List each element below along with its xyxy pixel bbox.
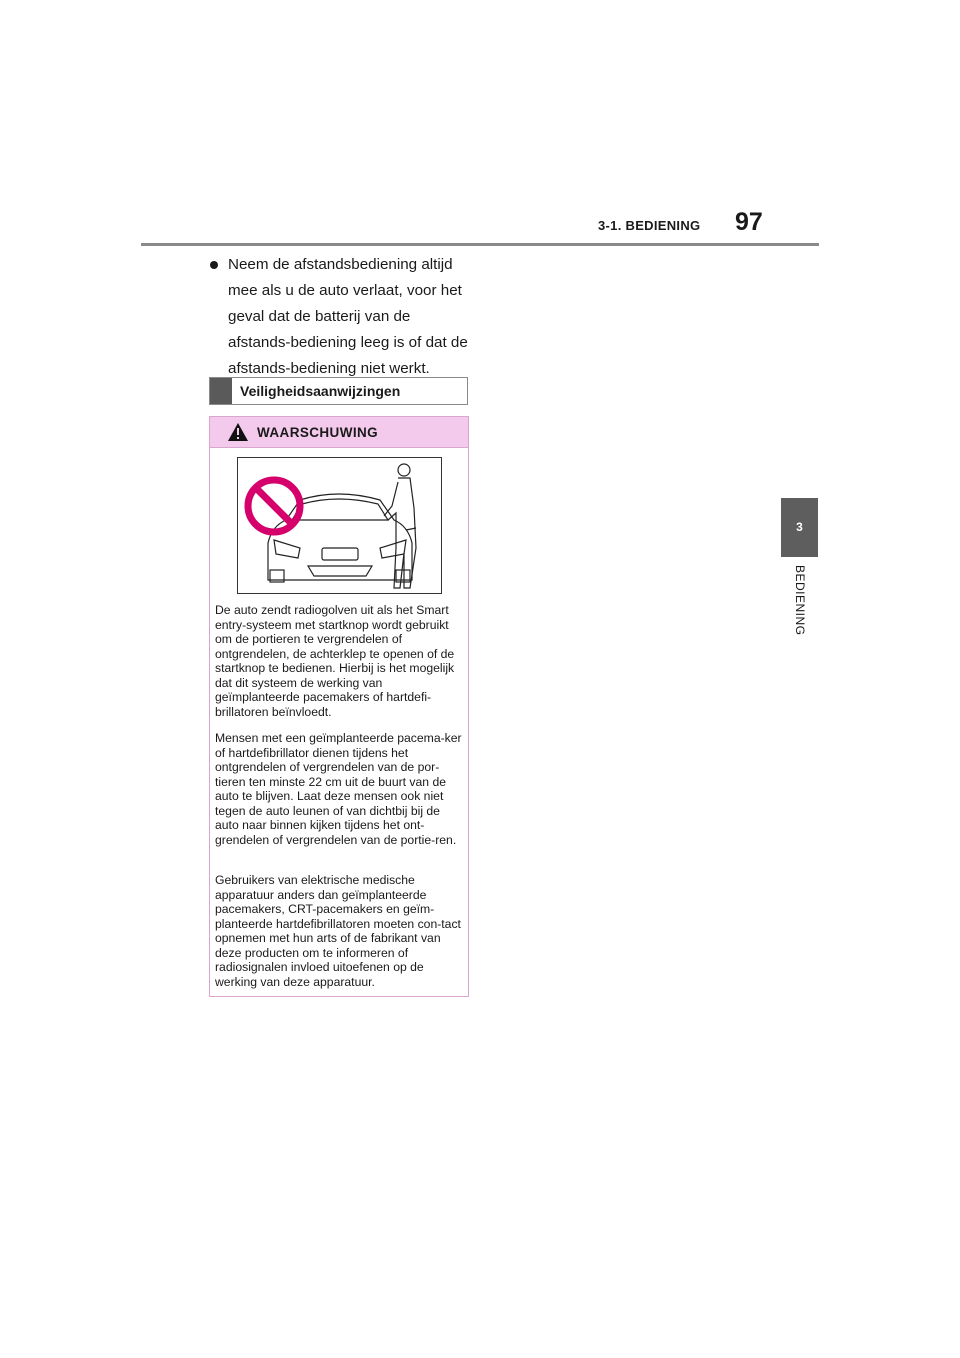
safety-heading: Veiligheidsaanwijzingen xyxy=(240,383,401,399)
page-number: 97 xyxy=(735,208,763,236)
warning-header xyxy=(210,417,468,448)
heading-marker xyxy=(210,378,232,404)
safety-heading-bar xyxy=(209,377,468,405)
bullet-dot-icon xyxy=(210,261,218,269)
warning-box xyxy=(209,416,469,997)
bullet-item xyxy=(210,252,472,382)
chapter-tab: 3 xyxy=(781,498,818,557)
prohibited-sign-icon xyxy=(248,480,300,532)
warning-paragraph-1: De auto zendt radiogolven uit als het Smart entry-systeem met startknop wordt gebruikt om de portieren te vergrendelen of ontgrendelen, de achterklep te openen of de startknop te bedienen. Hierbij is het mogelijk dat dit systeem de werking van geïmplanteerde pacemakers of hartdefi-brillatoren beïnvloedt. xyxy=(215,603,455,719)
warning-title: WAARSCHUWING xyxy=(257,425,379,440)
chapter-label xyxy=(781,565,818,645)
section-title: 3-1. BEDIENING xyxy=(598,218,701,233)
warning-triangle-icon xyxy=(227,422,249,442)
bullet-text: Neem de afstandsbediening altijd mee als u de auto verlaat, voor het geval dat de batterij van de afstands-bediening leeg is of dat de afstands-bediening niet werkt. xyxy=(228,256,468,377)
header-divider xyxy=(141,243,819,246)
warning-paragraph-3: Gebruikers van elektrische medische apparatuur anders dan geïmplanteerde pacemakers, CRT-pacemakers en geïm-planteerde hartdefibrillatoren moeten con-tact opnemen met hun arts of de fabrikant van deze producten om te informeren of radiosignalen invloed uitoefenen op de werking van deze apparatuur. xyxy=(215,873,461,989)
warning-illustration xyxy=(237,457,442,594)
car-person-illustration xyxy=(238,458,441,593)
warning-paragraph-2: Mensen met een geïmplanteerde pacema-ker of hartdefibrillator dienen tijdens het ontgrendelen of vergrendelen van de por-tieren ten minste 22 cm uit de buurt van de auto te blijven. Laat deze mensen ook niet tegen de auto leunen of van dichtbij bij de auto naar binnen kijken tijdens het ont-grendelen of vergrendelen van de portie-ren. xyxy=(215,731,462,847)
chapter-label-text: BEDIENING xyxy=(792,565,807,636)
